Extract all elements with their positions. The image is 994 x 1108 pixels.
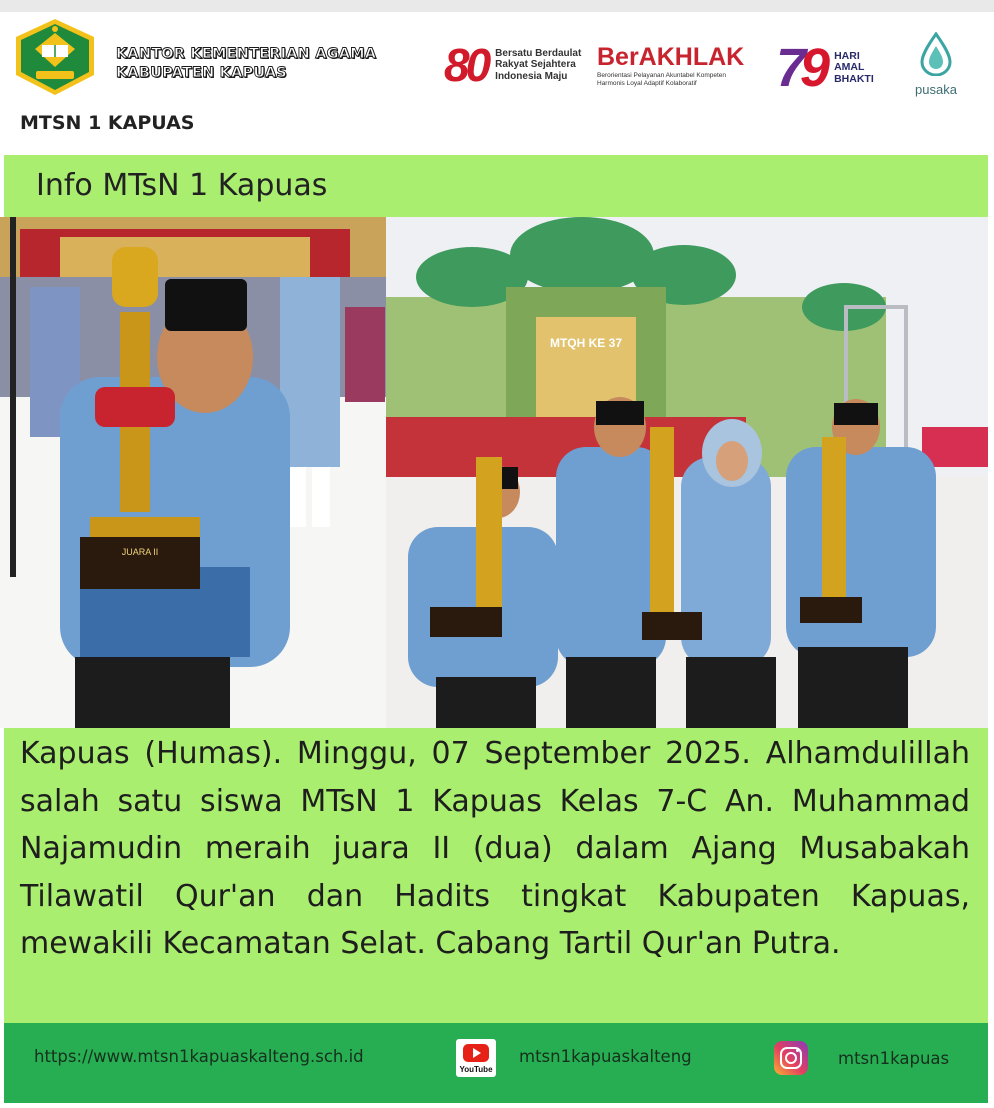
article (4, 728, 988, 1023)
hab-7: 7 (776, 38, 801, 98)
photo-left (0, 217, 386, 728)
office-name (116, 45, 376, 83)
photo-right-illustration (386, 217, 988, 728)
youtube-label: YouTube (459, 1065, 493, 1074)
berakhlak-title: BerAKHLAK (597, 43, 745, 71)
info-title: Info MTsN 1 Kapuas (36, 168, 328, 203)
office-line-1: KANTOR KEMENTERIAN AGAMA (116, 46, 377, 62)
hab-line-3: BHAKTI (834, 72, 874, 85)
info-bar (0, 155, 994, 217)
photo-left-illustration (0, 217, 386, 728)
hab-line-2: AMAL (834, 61, 865, 74)
hab-9: 9 (800, 38, 825, 98)
footer-website-link[interactable]: https://www.mtsn1kapuaskalteng.sch.id (34, 1047, 364, 1066)
berakhlak-logo (597, 42, 767, 88)
instagram-icon[interactable] (774, 1041, 808, 1075)
berakhlak-line-1: Berorientasi Pelayanan Akuntabel Kompeten (597, 72, 727, 79)
pusaka-drop-icon (919, 32, 953, 76)
youtube-icon[interactable] (456, 1039, 496, 1077)
office-line-2: KABUPATEN KAPUAS (116, 65, 287, 81)
instagram-dot (796, 1049, 799, 1052)
youtube-play-shape (463, 1044, 489, 1062)
header (0, 12, 994, 155)
logo-80-line-3: Indonesia Maju (495, 70, 568, 82)
school-name: MTSN 1 KAPUAS (20, 112, 195, 134)
berakhlak-line-2: Harmonis Loyal Adaptif Kolaboratif (597, 80, 697, 87)
logo-80-line-1: Bersatu Berdaulat (495, 47, 582, 59)
photo-left-plaque-text: JUARA II (121, 547, 159, 557)
footer-youtube-handle[interactable]: mtsn1kapuaskalteng (519, 1047, 692, 1066)
article-text: Kapuas (Humas). Minggu, 07 September 2025. Alhamdulillah salah satu siswa MTsN 1 Kapuas Kelas 7-C An. Muhammad Najamudin meraih juara II (dua) dalam Ajang Musabakah Tilawatil Qur'an dan Hadits tingkat Kabupaten Kapuas, mewakili Kecamatan Selat. Cabang Tartil Qur'an Putra. (20, 736, 990, 961)
instagram-lens (785, 1052, 797, 1064)
pusaka-word: pusaka (915, 82, 957, 97)
hab-line-1: HARI (834, 49, 860, 62)
logo-80-years (444, 39, 582, 91)
top-strip (0, 0, 994, 12)
photo-right (386, 217, 988, 728)
photo-collage (0, 217, 994, 728)
bottom-strip (0, 1103, 994, 1108)
footer-instagram-handle[interactable]: mtsn1kapuas (838, 1049, 950, 1068)
logo-80-number: 80 (444, 39, 488, 91)
ministry-emblem-icon (12, 17, 98, 97)
logo-80-line-2: Rakyat Sejahtera (495, 59, 576, 71)
logo-80-tagline (495, 48, 581, 83)
pusaka-logo (906, 32, 966, 97)
hari-amal-bhakti-logo (776, 36, 874, 100)
footer (4, 1023, 988, 1103)
hab-79-number (776, 38, 824, 98)
photo-right-banner-text: MTQH KE 37 (549, 336, 623, 350)
hab-text (834, 51, 874, 86)
